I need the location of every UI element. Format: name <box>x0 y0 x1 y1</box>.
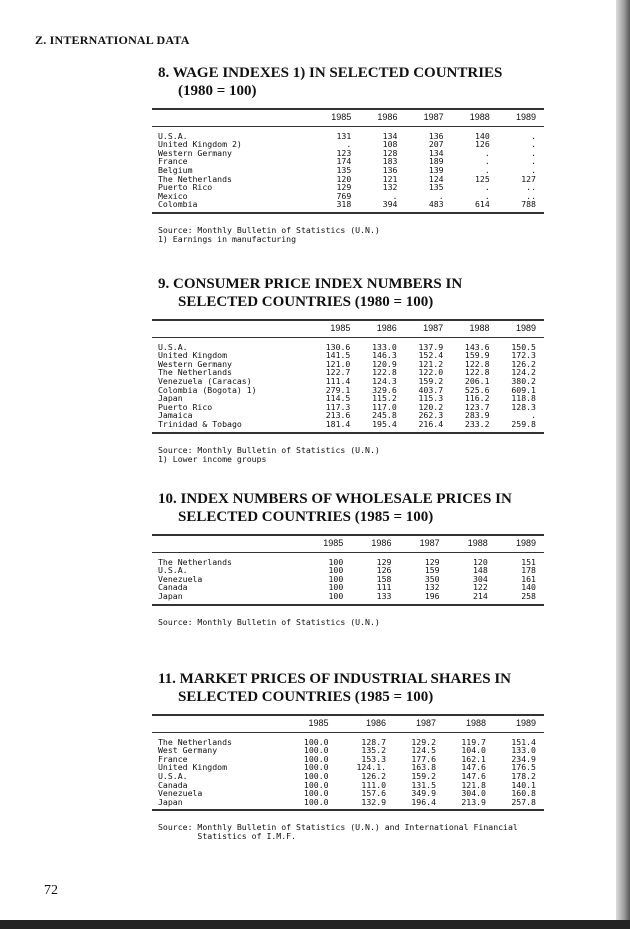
footnote: 1) Earnings in manufacturing <box>158 233 297 244</box>
value-cell: 129 <box>424 556 440 567</box>
value-cell: 152.4 <box>418 350 444 361</box>
value-cell: 134 <box>382 130 398 141</box>
footnote: Statistics of I.M.F. <box>158 831 297 842</box>
value-cell: 213.6 <box>325 410 351 421</box>
table-title <box>158 490 544 526</box>
country-cell: The Netherlands <box>158 367 232 378</box>
value-cell: 147.6 <box>461 770 486 781</box>
table-body <box>152 126 544 213</box>
source-note: Source: Monthly Bulletin of Statistics (U.N.) <box>158 616 380 627</box>
value-cell: 177.6 <box>411 753 437 764</box>
value-cell: 148 <box>472 565 488 576</box>
value-cell: 117.3 <box>325 401 351 412</box>
value-cell: 118.8 <box>511 393 536 404</box>
country-cell: Mexico <box>158 190 188 201</box>
column-header: 1985 <box>303 535 351 552</box>
table-title-line1: 9. CONSUMER PRICE INDEX NUMBERS IN <box>158 276 463 292</box>
value-cell: 135 <box>336 164 352 175</box>
value-cell: 140 <box>475 130 490 141</box>
value-cell: 133 <box>351 592 399 605</box>
table-row <box>152 337 544 351</box>
value-cell: 153.3 <box>361 753 387 764</box>
value-cell: . <box>484 182 490 193</box>
table-row <box>152 200 544 213</box>
value-cell: 128.7 <box>361 736 387 747</box>
value-cell: 216.4 <box>405 420 451 433</box>
value-cell: 245.8 <box>372 410 397 421</box>
column-header: 1987 <box>405 109 451 126</box>
value-cell: . <box>531 410 536 421</box>
data-table <box>152 714 544 811</box>
column-header: 1989 <box>498 320 544 337</box>
value-cell: 126 <box>475 139 490 150</box>
column-header: 1989 <box>494 715 544 732</box>
column-header-blank <box>152 715 287 732</box>
value-cell: 121.2 <box>418 358 444 369</box>
country-cell: U.S.A. <box>158 565 188 576</box>
value-cell: .. <box>526 190 536 201</box>
country-cell: Japan <box>152 798 287 811</box>
table-header <box>152 109 544 126</box>
value-cell: 100 <box>328 556 344 567</box>
table-title-line1: 8. WAGE INDEXES 1) IN SELECTED COUNTRIES <box>158 65 503 81</box>
column-header: 1989 <box>496 535 544 552</box>
country-cell: U.S.A. <box>158 341 188 352</box>
value-cell: 403.7 <box>418 384 444 395</box>
country-cell: France <box>158 156 188 167</box>
country-cell: Puerto Rico <box>158 401 213 412</box>
value-cell: 100.0 <box>303 736 329 747</box>
header-row <box>152 715 544 732</box>
value-cell: 124.1. <box>356 762 387 773</box>
value-cell: 234.9 <box>511 753 536 764</box>
table-row <box>152 420 544 433</box>
value-cell: 146.3 <box>372 350 397 361</box>
value-cell: . <box>346 139 352 150</box>
value-cell: . <box>484 147 490 158</box>
country-cell: Venezuela <box>158 573 203 584</box>
value-cell: 213.9 <box>444 798 494 811</box>
page-edge-shadow <box>616 0 630 929</box>
value-cell: . <box>484 156 490 167</box>
value-cell: 123 <box>336 147 352 158</box>
value-cell: 163.8 <box>411 762 437 773</box>
table-notes <box>158 446 544 464</box>
country-cell: Canada <box>158 779 188 790</box>
value-cell: 124.2 <box>511 367 536 378</box>
value-cell: . <box>531 156 536 167</box>
source-note: Source: Monthly Bulletin of Statistics (U.N.) <box>158 224 380 235</box>
value-cell: 111 <box>376 582 392 593</box>
value-cell: 283.9 <box>464 410 490 421</box>
value-cell: 132 <box>424 582 440 593</box>
value-cell: . <box>531 164 536 175</box>
column-header: 1986 <box>358 320 404 337</box>
country-cell: Jamaica <box>158 410 193 421</box>
value-cell: 769 <box>336 190 352 201</box>
value-cell: 117.0 <box>372 401 397 412</box>
value-cell: . <box>484 164 490 175</box>
value-cell: 147.6 <box>461 762 486 773</box>
column-header: 1989 <box>498 109 544 126</box>
value-cell: 394 <box>359 200 405 213</box>
table-title-line1: 11. MARKET PRICES OF INDUSTRIAL SHARES IN <box>158 671 511 687</box>
table-title-line2: SELECTED COUNTRIES (1980 = 100) <box>178 294 434 310</box>
country-cell: Trinidad & Tobago <box>152 420 312 433</box>
country-cell: The Netherlands <box>158 556 232 567</box>
column-header: 1988 <box>448 535 496 552</box>
value-cell: 349.9 <box>411 788 437 799</box>
value-cell: 159.2 <box>411 770 437 781</box>
table-notes <box>158 618 544 627</box>
column-header: 1987 <box>394 715 444 732</box>
value-cell: 129 <box>336 182 352 193</box>
table-section-consumer-price-index <box>152 275 544 464</box>
value-cell: 124.5 <box>411 745 437 756</box>
value-cell: 172.3 <box>511 350 536 361</box>
value-cell: 111.0 <box>361 779 387 790</box>
value-cell: 178 <box>521 565 536 576</box>
value-cell: . <box>531 139 536 150</box>
value-cell: 137.9 <box>418 341 444 352</box>
value-cell: 788 <box>498 200 544 213</box>
value-cell: 257.8 <box>494 798 544 811</box>
value-cell: 195.4 <box>358 420 404 433</box>
column-header-blank <box>152 535 303 552</box>
value-cell: 122 <box>472 582 488 593</box>
value-cell: 123.7 <box>464 401 490 412</box>
column-header: 1988 <box>444 715 494 732</box>
value-cell: 100 <box>328 565 344 576</box>
value-cell: 159 <box>424 565 440 576</box>
value-cell: 119.7 <box>461 736 486 747</box>
table-notes <box>158 226 544 244</box>
table-title <box>158 670 544 706</box>
source-note: Source: Monthly Bulletin of Statistics (U.N.) <box>158 444 380 455</box>
value-cell: 104.0 <box>461 745 486 756</box>
value-cell: 128.3 <box>511 401 536 412</box>
country-cell: The Netherlands <box>158 173 232 184</box>
value-cell: 131.5 <box>411 779 437 790</box>
data-table <box>152 319 544 434</box>
table-title-line2: SELECTED COUNTRIES (1985 = 100) <box>178 689 434 705</box>
column-header: 1988 <box>452 109 498 126</box>
value-cell: 100.0 <box>303 770 329 781</box>
country-cell: Western Germany <box>158 358 232 369</box>
value-cell: 162.1 <box>461 753 486 764</box>
country-cell: Belgium <box>158 164 193 175</box>
value-cell: 122.8 <box>464 367 490 378</box>
header-row <box>152 320 544 337</box>
table-title-line2: (1980 = 100) <box>178 83 257 99</box>
value-cell: 181.4 <box>312 420 358 433</box>
value-cell: 143.6 <box>464 341 490 352</box>
value-cell: 259.8 <box>498 420 544 433</box>
column-header-blank <box>152 109 313 126</box>
value-cell: 150.5 <box>511 341 536 352</box>
value-cell: 121.0 <box>325 358 351 369</box>
table-row <box>152 552 544 566</box>
column-header: 1986 <box>351 535 399 552</box>
country-cell: United Kingdom 2) <box>158 139 242 150</box>
value-cell: 100.0 <box>303 779 329 790</box>
value-cell: 100 <box>328 582 344 593</box>
value-cell: 161 <box>521 573 536 584</box>
value-cell: 136 <box>382 164 398 175</box>
value-cell: 158 <box>376 573 392 584</box>
value-cell: 124 <box>428 173 444 184</box>
value-cell: 124.3 <box>372 375 397 386</box>
value-cell: 151 <box>521 556 536 567</box>
value-cell: 129 <box>376 556 392 567</box>
value-cell: 115.3 <box>418 393 444 404</box>
value-cell: 304.0 <box>461 788 486 799</box>
value-cell: 130.6 <box>325 341 351 352</box>
value-cell: 609.1 <box>511 384 536 395</box>
value-cell: 129.2 <box>411 736 437 747</box>
value-cell: 121.8 <box>461 779 486 790</box>
value-cell: 136 <box>428 130 444 141</box>
table-header <box>152 715 544 732</box>
column-header: 1985 <box>312 320 358 337</box>
value-cell: 133.0 <box>372 341 397 352</box>
value-cell: 115.2 <box>372 393 397 404</box>
footnote: 1) Lower income groups <box>158 453 267 464</box>
value-cell: 116.2 <box>464 393 490 404</box>
value-cell: 132.9 <box>337 798 395 811</box>
value-cell: 196 <box>399 592 447 605</box>
chapter-heading: Z. INTERNATIONAL DATA <box>35 33 190 47</box>
country-cell: Canada <box>158 582 188 593</box>
value-cell: 483 <box>405 200 451 213</box>
value-cell: 135.2 <box>361 745 387 756</box>
country-cell: U.S.A. <box>158 130 188 141</box>
country-cell: Venezuela (Caracas) <box>158 375 252 386</box>
country-cell: The Netherlands <box>158 736 232 747</box>
table-title <box>158 275 544 311</box>
table-header <box>152 320 544 337</box>
country-cell: U.S.A. <box>158 770 188 781</box>
value-cell: 318 <box>313 200 359 213</box>
table-title <box>158 64 544 100</box>
value-cell: 131 <box>336 130 352 141</box>
column-header: 1986 <box>337 715 395 732</box>
table-body <box>152 337 544 432</box>
value-cell: 122.8 <box>372 367 397 378</box>
country-cell: United Kingdom <box>158 350 228 361</box>
value-cell: 207 <box>428 139 444 150</box>
value-cell: 133.0 <box>511 745 536 756</box>
value-cell: 122.0 <box>418 367 444 378</box>
value-cell: 160.8 <box>511 788 536 799</box>
value-cell: 141.5 <box>325 350 351 361</box>
value-cell: 128 <box>382 147 398 158</box>
value-cell: . <box>392 190 398 201</box>
column-header: 1987 <box>399 535 447 552</box>
country-cell: France <box>158 753 188 764</box>
value-cell: 134 <box>428 147 444 158</box>
value-cell: 114.5 <box>325 393 351 404</box>
value-cell: 100 <box>303 592 351 605</box>
value-cell: 100.0 <box>303 788 329 799</box>
value-cell: 233.2 <box>451 420 497 433</box>
header-row <box>152 535 544 552</box>
value-cell: 126.2 <box>511 358 536 369</box>
value-cell: 100.0 <box>303 762 329 773</box>
value-cell: 132 <box>382 182 398 193</box>
table-row <box>152 732 544 746</box>
country-cell: West Germany <box>158 745 218 756</box>
value-cell: 159.2 <box>418 375 444 386</box>
value-cell: 126 <box>376 565 392 576</box>
value-cell: 126.2 <box>361 770 387 781</box>
column-header-blank <box>152 320 312 337</box>
data-table <box>152 108 544 214</box>
value-cell: 135 <box>428 182 444 193</box>
table-section-wage-indexes <box>152 64 544 244</box>
table-row <box>152 592 544 605</box>
value-cell: 176.5 <box>511 762 536 773</box>
value-cell: . <box>531 147 536 158</box>
value-cell: 525.6 <box>464 384 490 395</box>
value-cell: 127 <box>521 173 536 184</box>
value-cell: 100 <box>328 573 344 584</box>
value-cell: 189 <box>428 156 444 167</box>
value-cell: 304 <box>472 573 488 584</box>
column-header: 1985 <box>313 109 359 126</box>
table-title-line2: SELECTED COUNTRIES (1985 = 100) <box>178 509 434 525</box>
scan-bottom-border <box>0 920 630 929</box>
column-header: 1985 <box>287 715 337 732</box>
country-cell: Japan <box>152 592 303 605</box>
value-cell: 120.2 <box>418 401 444 412</box>
value-cell: 140.1 <box>511 779 536 790</box>
value-cell: 111.4 <box>325 375 351 386</box>
value-cell: 108 <box>382 139 398 150</box>
table-header <box>152 535 544 552</box>
value-cell: 120.9 <box>372 358 397 369</box>
table-section-wholesale-prices <box>152 490 544 627</box>
value-cell: 159.9 <box>464 350 490 361</box>
value-cell: 151.4 <box>511 736 536 747</box>
table-body <box>152 732 544 810</box>
value-cell: 279.1 <box>325 384 351 395</box>
page-number: 72 <box>44 883 58 898</box>
country-cell: Puerto Rico <box>158 182 213 193</box>
value-cell: 122.7 <box>325 367 351 378</box>
value-cell: 614 <box>452 200 498 213</box>
value-cell: 258 <box>496 592 544 605</box>
value-cell: .. <box>526 182 536 193</box>
value-cell: . <box>484 190 490 201</box>
value-cell: 196.4 <box>394 798 444 811</box>
table-title-line1: 10. INDEX NUMBERS OF WHOLESALE PRICES IN <box>158 491 512 507</box>
value-cell: 100.0 <box>303 745 329 756</box>
column-header: 1986 <box>359 109 405 126</box>
value-cell: 121 <box>382 173 398 184</box>
value-cell: 120 <box>336 173 352 184</box>
table-row <box>152 798 544 811</box>
source-note: Source: Monthly Bulletin of Statistics (U.N.) and International Financial <box>158 822 518 833</box>
data-table <box>152 534 544 606</box>
value-cell: . <box>438 190 444 201</box>
value-cell: 206.1 <box>464 375 490 386</box>
value-cell: 120 <box>472 556 488 567</box>
value-cell: 262.3 <box>418 410 444 421</box>
value-cell: . <box>531 130 536 141</box>
value-cell: 140 <box>521 582 536 593</box>
value-cell: 329.6 <box>372 384 397 395</box>
value-cell: 125 <box>475 173 490 184</box>
value-cell: 380.2 <box>511 375 536 386</box>
table-row <box>152 126 544 140</box>
header-row <box>152 109 544 126</box>
country-cell: United Kingdom <box>158 762 228 773</box>
country-cell: Colombia (Bogota) 1) <box>158 384 257 395</box>
value-cell: 100.0 <box>287 798 337 811</box>
column-header: 1988 <box>451 320 497 337</box>
value-cell: 122.8 <box>464 358 490 369</box>
country-cell: Colombia <box>152 200 313 213</box>
table-body <box>152 552 544 604</box>
country-cell: Venezuela <box>158 788 203 799</box>
value-cell: 157.6 <box>361 788 387 799</box>
value-cell: 350 <box>424 573 440 584</box>
table-notes <box>158 823 544 841</box>
value-cell: 214 <box>448 592 496 605</box>
value-cell: 178.2 <box>511 770 536 781</box>
value-cell: 139 <box>428 164 444 175</box>
value-cell: 174 <box>336 156 352 167</box>
column-header: 1987 <box>405 320 451 337</box>
value-cell: 100.0 <box>303 753 329 764</box>
country-cell: Western Germany <box>158 147 232 158</box>
table-section-industrial-shares <box>152 670 544 841</box>
country-cell: Japan <box>158 393 183 404</box>
value-cell: 183 <box>382 156 398 167</box>
